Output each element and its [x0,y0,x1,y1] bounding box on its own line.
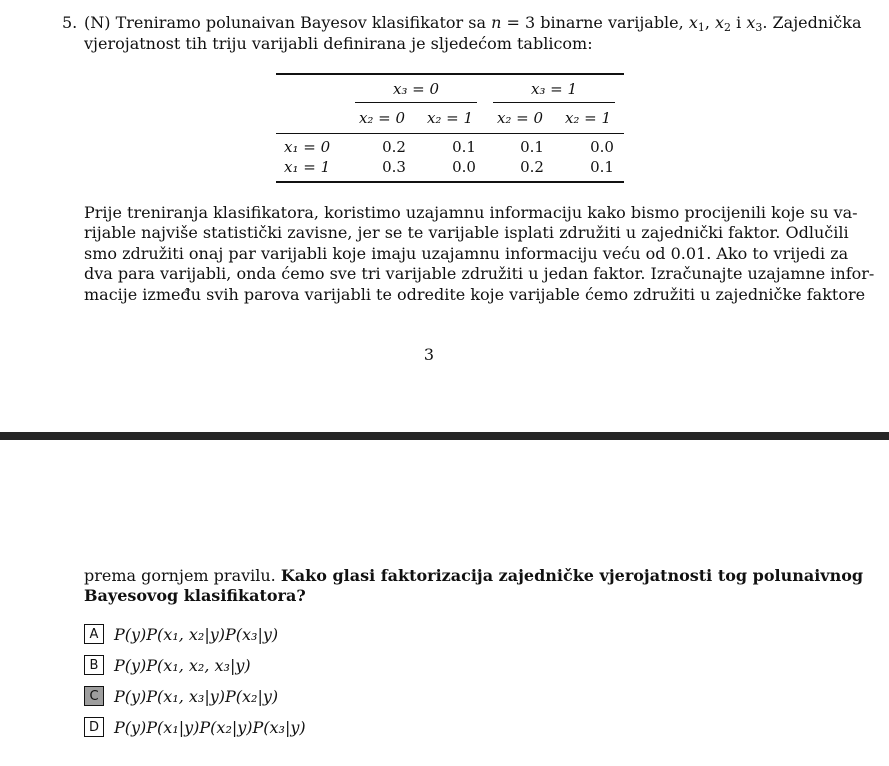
paragraph-line: smo združiti onaj par varijabli koje imaju uzajamnu informaciju veću od 0.01. Ako to vrijedi za [84,244,849,263]
option-letter-box-b[interactable]: B [84,655,104,675]
paragraph-line: rijable najviše statistički zavisne, jer se te varijable isplati združiti u zajednički faktor. Odlučili [84,223,849,242]
continuation-line1 [84,566,864,586]
paragraph-line: macije između svih parova varijabli te odredite koje varijable ćemo združiti u zajedničke faktore [84,285,866,304]
paragraph-line: Prije treniranja klasifikatora, koristimo uzajamnu informaciju kako bismo procijenili koje su va- [84,203,858,222]
table-cell: 0.1 [520,138,544,156]
option-formula-d: P(y)P(x₁|y)P(x₂|y)P(x₃|y) [114,717,306,737]
table-top-rule [276,73,624,75]
sub-header-1: x₂ = 0 [358,109,406,127]
table-cell: 0.0 [452,158,476,176]
option-letter-box-a[interactable]: A [84,624,104,644]
option-letter-box-c-selected[interactable]: C [84,686,104,706]
table-cell: 0.3 [382,158,406,176]
answer-option-c[interactable] [84,685,278,707]
n-equals: = 3 [501,13,536,32]
x3-sub: 3 [755,21,763,34]
question-intro-line1 [84,13,862,33]
n-variable: n [491,13,502,32]
table-cell: 0.0 [590,138,614,156]
x1-var: x [688,13,698,32]
table-mid-rule [276,133,624,134]
continuation-plain: prema gornjem pravilu. [84,566,281,585]
table-cell: 0.2 [382,138,406,156]
table-bottom-rule [276,181,624,183]
option-formula-a: P(y)P(x₁, x₂|y)P(x₃|y) [114,624,279,644]
x3-var: x [746,13,756,32]
group-header-x3-0: x₃ = 0 [392,80,440,98]
continuation-bold-2: Bayesovog klasifikatora? [84,586,306,605]
table-cell: 0.1 [452,138,476,156]
x1-sub: 1 [697,21,705,34]
row-label-x1-0: x₁ = 0 [284,138,331,156]
intro-text-a: Treniramo polunaivan Bayesov klasifikator sa [115,13,492,32]
comma: , [704,13,716,32]
intro-text-c: . Zajednička [762,13,862,32]
option-formula-c: P(y)P(x₁, x₃|y)P(x₂|y) [114,686,279,706]
intro-text-b: binarne varijable, [535,13,689,32]
x2-var: x [715,13,725,32]
page-break-divider [0,432,889,440]
question-number: 5. [62,13,78,32]
option-formula-b: P(y)P(x₁, x₂, x₃|y) [114,655,251,675]
option-letter-box-d[interactable]: D [84,717,104,737]
answer-option-b[interactable] [84,654,251,676]
continuation-line2 [84,586,306,606]
continuation-bold-1: Kako glasi faktorizacija zajedničke vjerojatnosti tog polunaivnog [280,566,864,585]
table-cell: 0.1 [590,158,614,176]
question-intro-line2: vjerojatnost tih triju varijabli definirana je sljedećom tablicom: [84,34,593,53]
x2-sub: 2 [724,21,732,34]
group-rule-left [355,102,477,103]
sub-header-2: x₂ = 1 [426,109,474,127]
row-label-x1-1: x₁ = 1 [284,158,331,176]
and-word: i [731,13,747,32]
paragraph-line: dva para varijabli, onda ćemo sve tri varijable združiti u jedan faktor. Izračunajte uzajamne infor- [84,264,875,283]
question-tag: (N) [84,13,111,32]
group-rule-right [493,102,615,103]
sub-header-4: x₂ = 1 [564,109,612,127]
answer-option-a[interactable] [84,623,278,645]
answer-option-d[interactable] [84,716,306,738]
group-header-x3-1: x₃ = 1 [530,80,578,98]
page-number: 3 [423,345,435,364]
table-cell: 0.2 [520,158,544,176]
sub-header-3: x₂ = 0 [496,109,544,127]
